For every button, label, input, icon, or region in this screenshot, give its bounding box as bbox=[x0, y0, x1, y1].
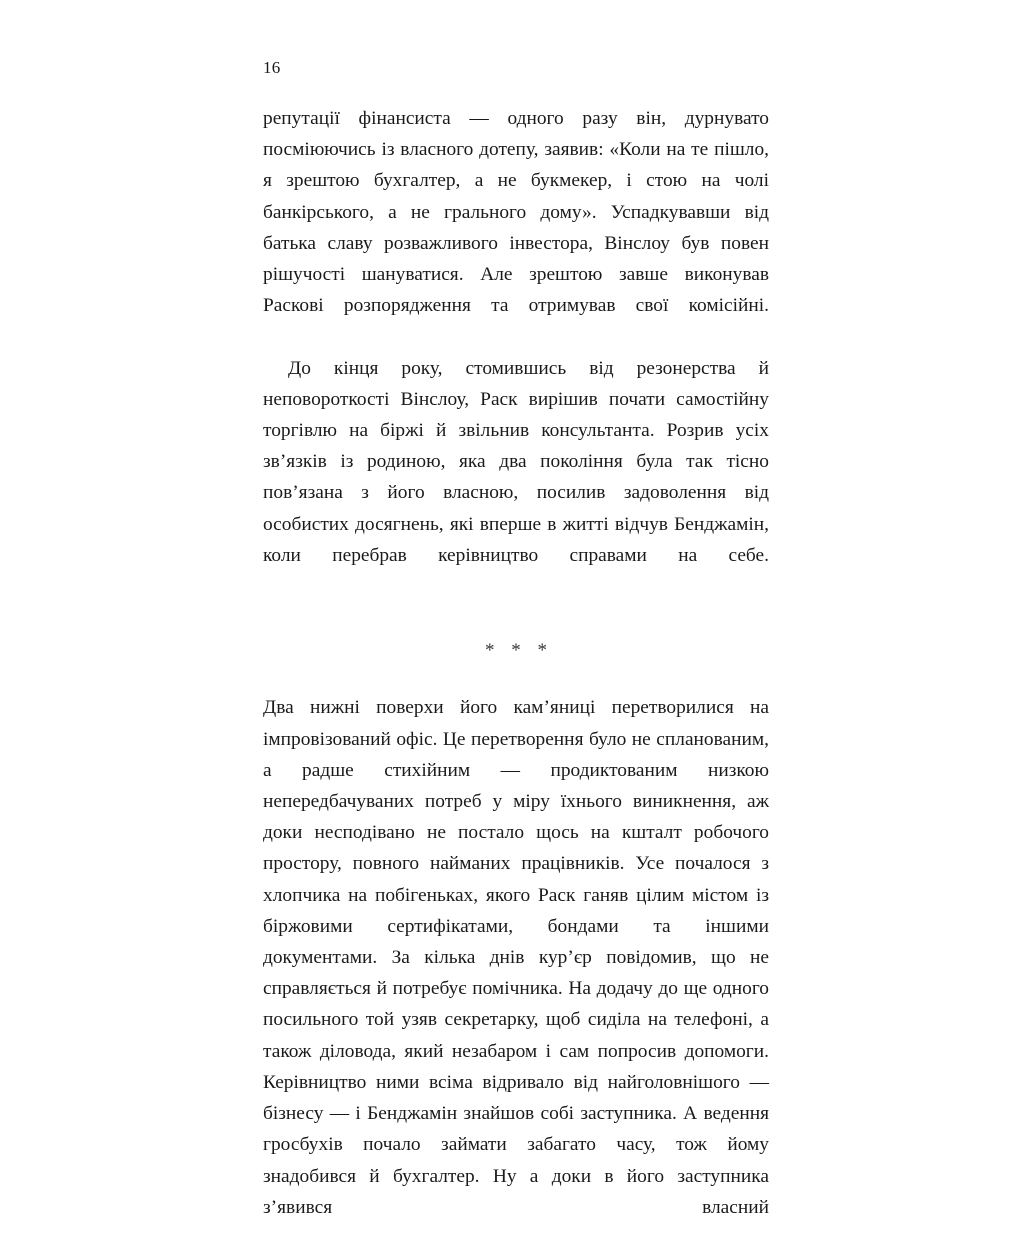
page-number: 16 bbox=[263, 58, 281, 77]
section-separator-asterisks: * * * bbox=[485, 640, 553, 662]
paragraph: Два нижні поверхи його кам’яниці перетворилися на імпровізований офіс. Це перетворення було не спланованим, а радше стихійним — продиктованим низкою непередбачуваних потреб у міру їхнього виникнення, аж доки несподівано не постало щось на кшталт робочого простору, повного найманих працівників. Усе почалося з хлопчика на побігеньках, якого Раск ганяв цілим містом із біржовими сертифікатами, бондами та іншими документами. За кілька днів кур’єр повідомив, що не справляється й потребує помічника. На додачу до ще одного посильного той узяв секретарку, щоб сиділа на телефоні, а також діловода, який незабаром і сам попросив допомоги. Керівництво ними всіма відривало від найголовнішого — бізнесу — і Бенджамін знайшов собі заступника. А ведення гросбухів почало займати забагато часу, тож йому знадобився й бухгалтер. Ну а доки в його заступника з’явився власний bbox=[263, 697, 769, 1218]
spacer-after-separator bbox=[263, 666, 769, 692]
paragraph-continuation: репутації фінансиста — одного разу він, дурнувато посміюючись із власного дотепу, заявив: «Коли на те пішло, я зрештою бухгалтер, а не букмекер, і стою на чолі банкірського, а не грального дому». Успадкувавши від батька славу розважливого інвестора, Вінслоу був повен рішучості шануватися. Але зрештою завше виконував Раскові розпорядження та отримував свої комісійні. bbox=[263, 108, 769, 317]
paragraph: До кінця року, стомившись від резонерства й неповороткості Вінслоу, Раск вирішив почати самостійну торгівлю на біржі й звільнив консультанта. Розрив усіх зв’язків із родиною, яка два покоління була так тісно пов’язана з його власною, посилив задоволення від особистих досягнень, які вперше в житті відчув Бенджамін, коли перебрав керівництво справами на себе. bbox=[263, 357, 769, 566]
spacer-before-separator bbox=[263, 602, 769, 635]
text-block bbox=[263, 103, 769, 1254]
